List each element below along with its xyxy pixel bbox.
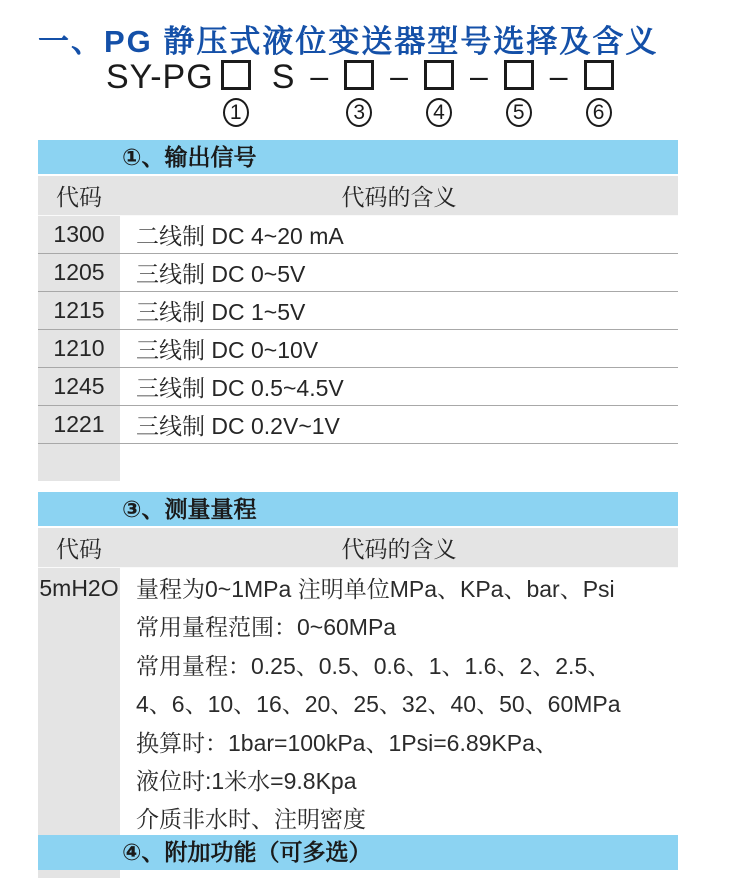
placeholder-box-icon	[424, 60, 454, 90]
range-description	[120, 568, 678, 839]
table-row	[38, 367, 678, 405]
measuring-range-table-header: ③、测量量程	[38, 492, 678, 526]
model-position-1	[221, 60, 251, 127]
table-row	[38, 215, 678, 253]
meaning-column-header: 代码的含义	[341, 536, 457, 562]
model-position-5	[504, 60, 534, 127]
page-title: 一、PG 静压式液位变送器型号选择及含义	[38, 24, 659, 59]
placeholder-box-icon	[584, 60, 614, 90]
code-cell: 1300	[38, 216, 120, 253]
dash-separator: –	[310, 58, 329, 94]
meaning-cell: 三线制 DC 0~10V	[120, 330, 678, 367]
table-row-empty	[38, 443, 678, 481]
range-row	[38, 567, 678, 839]
code-cell: 5mH2O	[38, 568, 120, 839]
range-line: 量程为0~1MPa 注明单位MPa、KPa、bar、Psi	[136, 576, 615, 602]
placeholder-box-icon	[221, 60, 251, 90]
table-rows	[38, 215, 678, 481]
table-row	[38, 329, 678, 367]
additional-functions-table-header: ④、附加功能（可多选）	[38, 835, 678, 870]
meaning-cell: 三线制 DC 0.2V~1V	[120, 406, 678, 443]
circled-number-icon: 3	[346, 98, 372, 127]
meaning-cell: 二线制 DC 4~20 mA	[120, 216, 678, 253]
placeholder-box-icon	[344, 60, 374, 90]
circled-number-icon: 1	[223, 98, 249, 127]
circled-number-icon: 5	[506, 98, 532, 127]
model-fixed-letter: S	[271, 58, 296, 96]
table-column-header	[38, 174, 678, 215]
placeholder-box-icon	[504, 60, 534, 90]
meaning-cell: 三线制 DC 1~5V	[120, 292, 678, 329]
model-position-6	[584, 60, 614, 127]
table-column-header	[38, 526, 678, 567]
measuring-range-table	[38, 492, 678, 839]
meaning-column-header: 代码的含义	[341, 184, 457, 210]
meaning-cell	[120, 444, 678, 481]
dash-separator: –	[469, 58, 488, 94]
code-column-header: 代码	[56, 184, 102, 210]
dash-separator: –	[390, 58, 408, 94]
meaning-cell: 三线制 DC 0~5V	[120, 254, 678, 291]
range-line: 换算时：1bar=100kPa、1Psi=6.89KPa、	[136, 729, 558, 756]
table-row	[38, 253, 678, 291]
code-cell: 1221	[38, 406, 120, 443]
dash-separator: –	[549, 58, 568, 94]
code-cell: 1210	[38, 330, 120, 367]
range-line: 常用量程：0.25、0.5、0.6、1、1.6、2、2.5、	[136, 652, 611, 679]
code-cell: 1205	[38, 254, 120, 291]
range-line: 介质非水时、注明密度	[136, 806, 366, 833]
code-cell	[38, 444, 120, 481]
range-line: 液位时:1米水=9.8Kpa	[136, 768, 357, 795]
range-line: 4、6、10、16、20、25、32、40、50、60MPa	[136, 691, 621, 718]
model-code-line	[106, 60, 621, 127]
model-position-3	[344, 60, 374, 127]
circled-number-icon: 6	[586, 98, 612, 127]
table-row	[38, 291, 678, 329]
code-cell: 1215	[38, 292, 120, 329]
next-table-code-column-stub	[38, 870, 120, 878]
table-row	[38, 405, 678, 443]
model-prefix: SY-PG	[106, 58, 214, 96]
code-column-header: 代码	[56, 536, 102, 562]
range-line: 常用量程范围：0~60MPa	[136, 614, 397, 641]
meaning-cell: 三线制 DC 0.5~4.5V	[120, 368, 678, 405]
code-cell: 1245	[38, 368, 120, 405]
output-signal-table	[38, 140, 678, 481]
output-signal-table-header: ①、输出信号	[38, 140, 678, 174]
model-position-4	[424, 60, 454, 127]
circled-number-icon: 4	[426, 98, 452, 127]
